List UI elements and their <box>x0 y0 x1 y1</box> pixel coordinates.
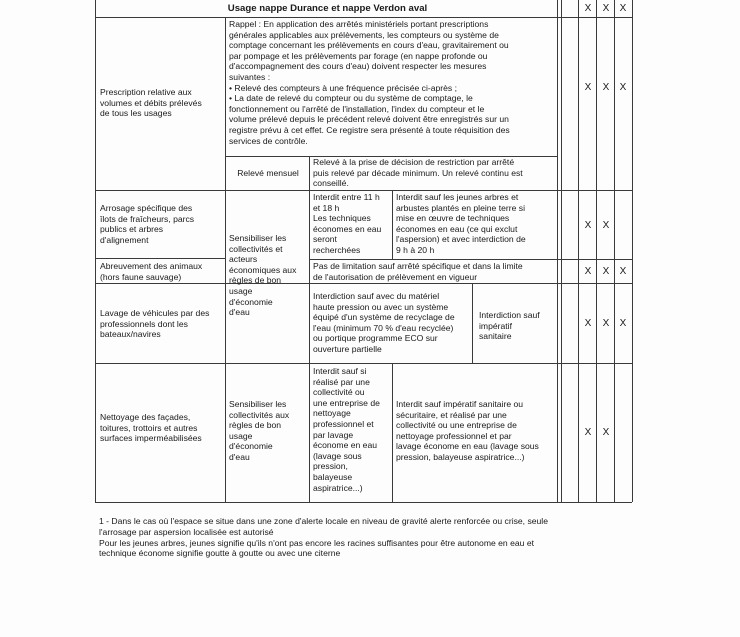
abreuvement-measure: Pas de limitation sauf arrêté spécifique et dans la limite de l'autorisation de prélèvement en vigueur <box>313 261 523 282</box>
lavage-measure: Interdiction sauf avec du matériel haute pression ou avec un système équipé d'un système de recyclage de l'eau (minimum 70 % d'eau recyclée) ou portique programme ECO sur ouverture partielle <box>313 291 455 354</box>
row4-mark-1: X <box>584 318 592 329</box>
nettoyage-measure: Interdit sauf si réalisé par une collectivité ou une entreprise de nettoyage professionnel et par lavage économe en eau (lavage sous pression, balayeuse aspiratrice...) <box>313 366 380 493</box>
rappel-text: Rappel : En application des arrêtés ministériels portant prescriptions générales applicables aux prélèvements, les compteurs ou système de comptage concernant les prélèvements en cours d'eau, gravitairement ou par pompage et les prélèvements par forage (en nappe profonde ou d'accompagnement des cours d'eau) doivent respecter les mesures suivantes : • Relevé des compteurs à une fréquence précisée ci-après ; • La date de relevé du compteur ou du système de comptage, le fonctionnement ou l'arrêté de l'installation, l'index du compteur et le volume prélevé depuis le précédent relevé doivent être enregistrés sur un registre prévu à cet effet. Ce registre sera présenté à toute réquisition des services de contrôle. <box>229 19 510 146</box>
header-mark-1: X <box>584 3 592 14</box>
row1-mark-3: X <box>619 82 627 93</box>
lavage-restriction: Interdiction sauf impératif sanitaire <box>479 310 540 342</box>
row2-mark-1: X <box>584 220 592 231</box>
arrosage-measure: Interdit entre 11 h et 18 h Les techniques économes en eau seront recherchées <box>313 192 382 255</box>
footnote: 1 - Dans le cas où l'espace se situe dans une zone d'alerte locale en niveau de gravité alerte renforcée ou crise, seule l'arrosage par aspersion localisée est autorisé Pour les jeunes arbres, jeunes signifie qu'ils n'ont pas encore les racines suffisantes pour être autonome en eau et technique économe signifie goutte à goutte ou avec une citerne <box>99 516 548 559</box>
arrosage-restriction: Interdit sauf les jeunes arbres et arbustes plantés en pleine terre si mise en œuvre de techniques économes en eau (ce qui exclut l'aspersion) et avec interdiction de 9 h à 20 h <box>396 192 526 255</box>
row3-mark-2: X <box>602 266 610 277</box>
table-header-title: Usage nappe Durance et nappe Verdon aval <box>227 3 428 14</box>
row2-mark-2: X <box>602 220 610 231</box>
row4-mark-2: X <box>602 318 610 329</box>
header-mark-2: X <box>602 3 610 14</box>
row3-mark-3: X <box>619 266 627 277</box>
header-mark-3: X <box>619 3 627 14</box>
row-label-prescription: Prescription relative aux volumes et débits prélevés de tous les usages <box>100 87 202 119</box>
releve-mensuel-text: Relevé à la prise de décision de restriction par arrêté puis relevé par décade minimum. Un relevé continu est conseillé. <box>313 157 523 189</box>
row5-mark-2: X <box>602 427 610 438</box>
row1-mark-1: X <box>584 82 592 93</box>
sensibiliser-shared: Sensibiliser les collectivités et acteurs économiques aux règles de bon usage d'économie d'eau <box>229 233 297 318</box>
nettoyage-sensibiliser: Sensibiliser les collectivités aux règles de bon usage d'économie d'eau <box>229 399 290 462</box>
row1-mark-2: X <box>602 82 610 93</box>
row4-mark-3: X <box>619 318 627 329</box>
row-label-nettoyage: Nettoyage des façades, toitures, trottoirs et autres surfaces imperméabilisées <box>100 412 202 444</box>
row-label-lavage: Lavage de véhicules par des professionnels dont les bateaux/navires <box>100 308 210 340</box>
row-label-arrosage: Arrosage spécifique des îlots de fraîcheurs, parcs publics et arbres d'alignement <box>100 203 195 245</box>
releve-mensuel-label: Relevé mensuel <box>237 168 299 178</box>
row3-mark-1: X <box>584 266 592 277</box>
nettoyage-restriction: Interdit sauf impératif sanitaire ou sécuritaire, et réalisé par une collectivité ou une entreprise de nettoyage professionnel et par lavage économe en eau (lavage sous pression, balayeuse aspiratrice...) <box>396 399 539 462</box>
row5-mark-1: X <box>584 427 592 438</box>
row-label-abreuvement: Abreuvement des animaux (hors faune sauvage) <box>100 261 203 282</box>
